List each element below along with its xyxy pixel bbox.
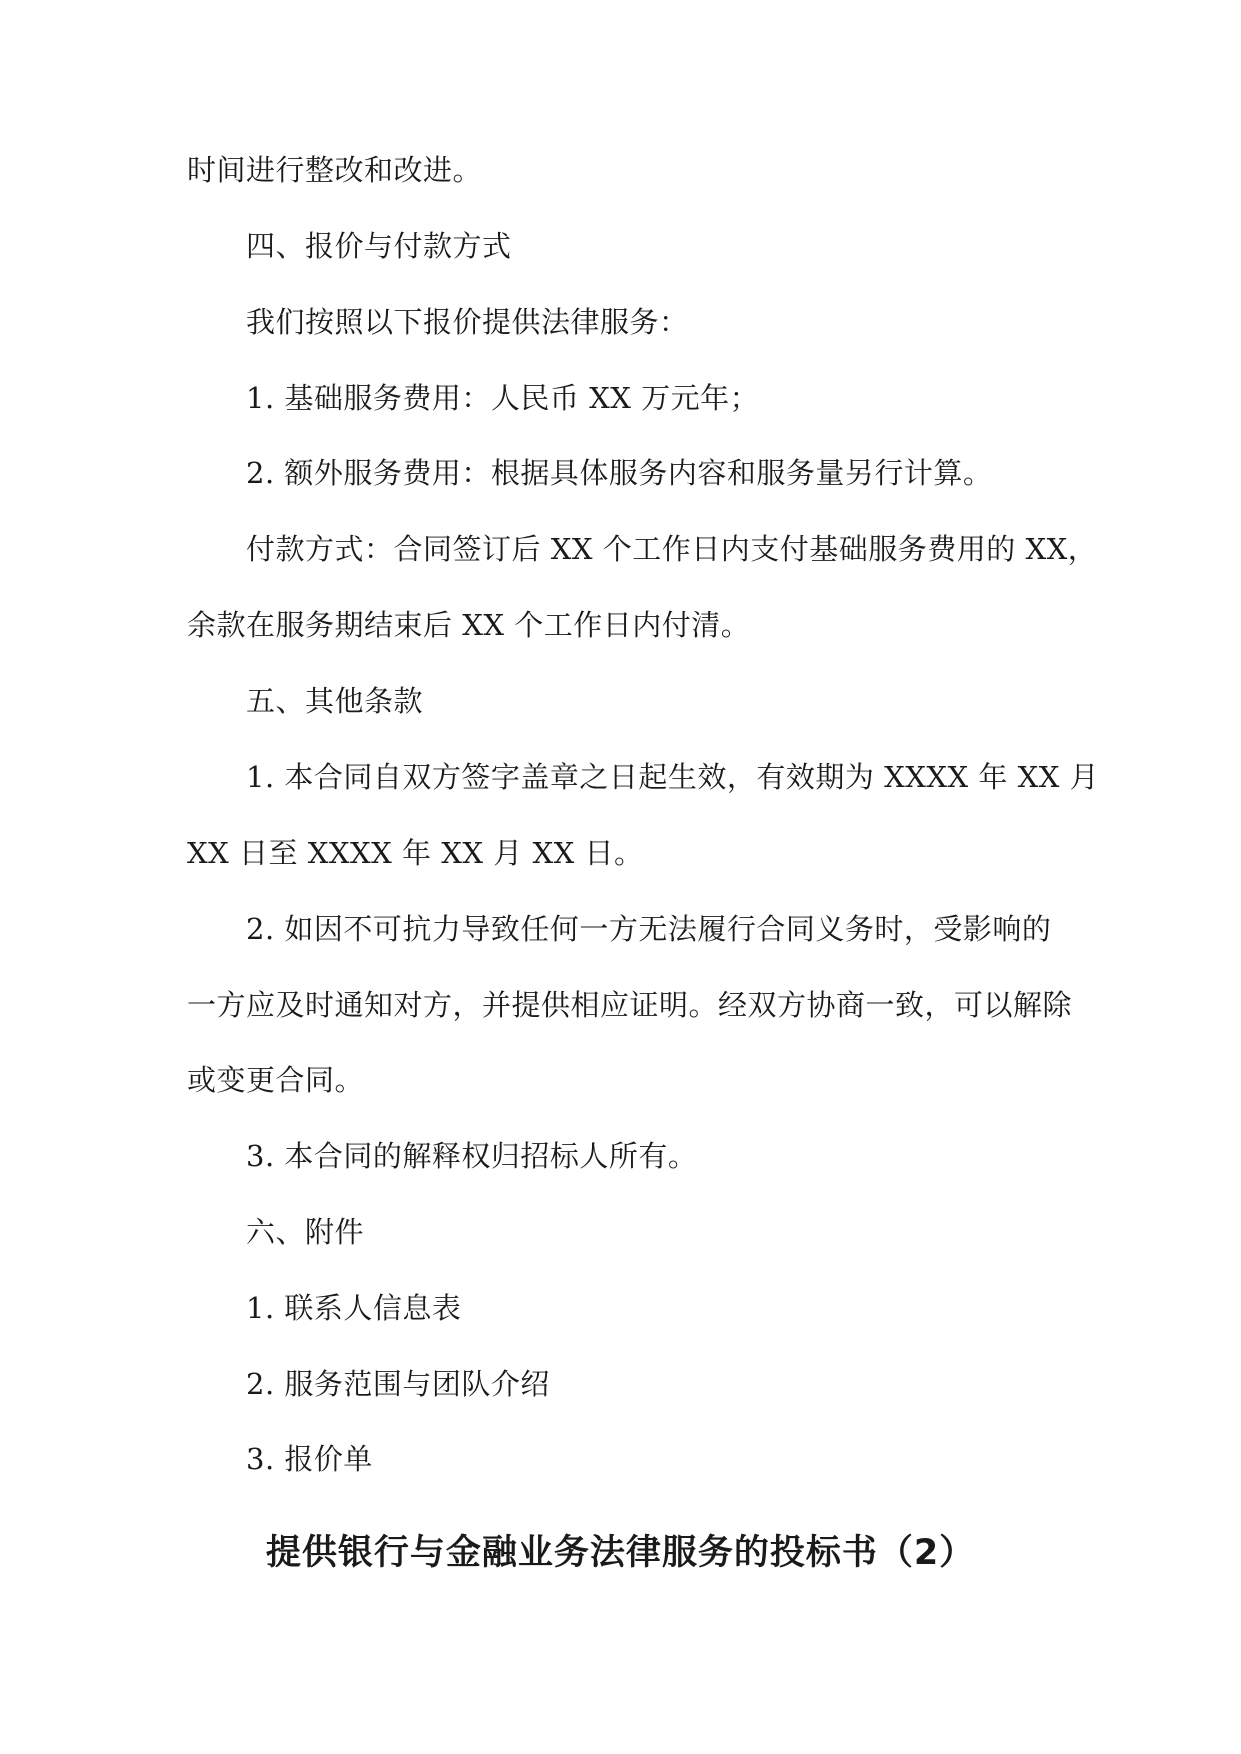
section-heading: 六、附件 [246,1215,365,1249]
paragraph-line: 一方应及时通知对方，并提供相应证明。经双方协商一致，可以解除 [187,988,1073,1022]
paragraph-line: 时间进行整改和改进。 [187,153,483,187]
section-heading: 四、报价与付款方式 [246,229,512,263]
paragraph-line: 或变更合同。 [187,1063,365,1097]
list-item: 1. 基础服务费用：人民币 XX 万元年； [246,381,760,415]
document-title: 提供银行与金融业务法律服务的投标书（2） [265,1533,976,1573]
list-item: 2. 服务范围与团队介绍 [246,1367,550,1401]
paragraph-line: 余款在服务期结束后 XX 个工作日内付清。 [187,608,751,642]
list-item: 2. 额外服务费用：根据具体服务内容和服务量另行计算。 [246,456,993,490]
section-heading: 五、其他条款 [246,684,424,718]
paragraph-line: 付款方式：合同签订后 XX 个工作日内支付基础服务费用的 XX， [246,532,1098,566]
list-item: 1. 联系人信息表 [246,1291,462,1325]
paragraph-line: 我们按照以下报价提供法律服务： [246,305,689,339]
list-item: 2. 如因不可抗力导致任何一方无法履行合同义务时，受影响的 [246,912,1052,946]
list-item: 3. 报价单 [246,1442,373,1476]
list-item: 1. 本合同自双方签字盖章之日起生效，有效期为 XXXX 年 XX 月 [246,760,1100,794]
list-item: 3. 本合同的解释权归招标人所有。 [246,1139,698,1173]
paragraph-line: XX 日至 XXXX 年 XX 月 XX 日。 [187,836,644,870]
